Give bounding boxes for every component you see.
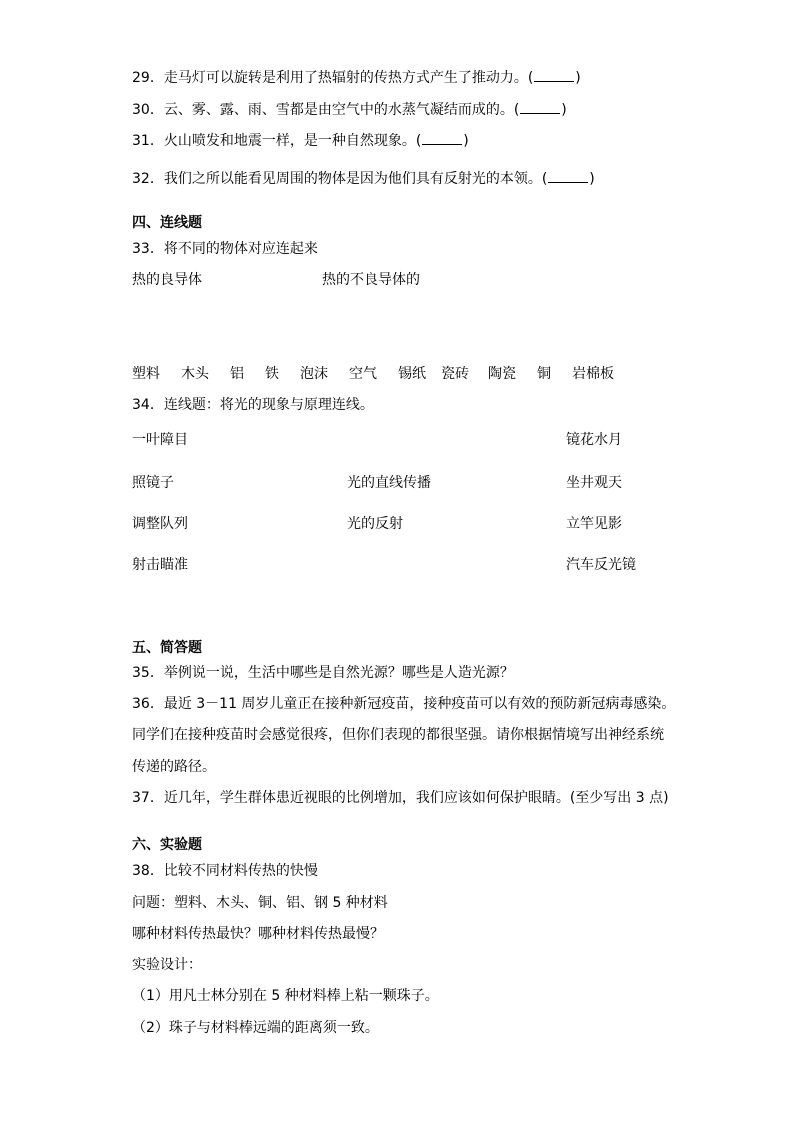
answer-blank[interactable] [534, 68, 574, 82]
label-good-conductor: 热的良导体 [132, 272, 202, 288]
material-item[interactable]: 泡沫 [300, 366, 328, 382]
question-33: 33．将不同的物体对应连起来 [132, 241, 318, 257]
question-34: 34．连线题：将光的现象与原理连线。 [132, 397, 374, 413]
experiment-step-2: （2）珠子与材料棒远端的距离须一致。 [132, 1020, 379, 1036]
answer-blank[interactable] [520, 100, 560, 114]
experiment-question: 哪种材料传热最快？哪种材料传热最慢？ [132, 926, 384, 942]
experiment-design-label: 实验设计： [132, 957, 202, 973]
material-item[interactable]: 瓷砖 [441, 366, 469, 382]
question-35: 35．举例说一说，生活中哪些是自然光源？哪些是人造光源？ [132, 665, 514, 681]
phenomenon-left[interactable]: 一叶障目 [132, 432, 188, 448]
experiment-problem: 问题：塑料、木头、铜、铝、钢 5 种材料 [132, 895, 388, 911]
section-heading-short-answer: 五、简答题 [132, 640, 202, 656]
material-item[interactable]: 塑料 [132, 366, 160, 382]
question-29 [132, 68, 581, 85]
material-item[interactable]: 锡纸 [398, 366, 426, 382]
question-32 [132, 169, 595, 186]
question-37: 37．近几年，学生群体患近视眼的比例增加，我们应该如何保护眼睛。(至少写出 3 点) [132, 790, 669, 806]
experiment-step-1: （1）用凡士林分别在 5 种材料棒上粘一颗珠子。 [132, 988, 439, 1004]
section-heading-matching: 四、连线题 [132, 215, 202, 231]
phenomenon-right[interactable]: 立竿见影 [566, 516, 622, 532]
question-31 [132, 131, 469, 148]
label-poor-conductor: 热的不良导体的 [322, 272, 420, 288]
question-38: 38．比较不同材料传热的快慢 [132, 863, 318, 879]
question-36-line2: 同学们在接种疫苗时会感觉很疼，但你们表现的都很坚强。请你根据情境写出神经系统 [132, 727, 664, 743]
principle-middle[interactable]: 光的反射 [347, 516, 403, 532]
phenomenon-right[interactable]: 镜花水月 [566, 432, 622, 448]
close-paren: ) [463, 133, 469, 149]
question-30-text: 30．云、雾、露、雨、雪都是由空气中的水蒸气凝结而成的。( [132, 102, 520, 118]
phenomenon-right[interactable]: 坐井观天 [566, 475, 622, 491]
material-item[interactable]: 铁 [265, 366, 279, 382]
material-item[interactable]: 岩棉板 [572, 366, 614, 382]
question-32-text: 32．我们之所以能看见周围的物体是因为他们具有反射光的本领。( [132, 171, 548, 187]
phenomenon-left[interactable]: 射击瞄准 [132, 557, 188, 573]
section-heading-experiment: 六、实验题 [132, 837, 202, 853]
material-item[interactable]: 铝 [230, 366, 244, 382]
question-30 [132, 100, 567, 117]
material-item[interactable]: 铜 [537, 366, 551, 382]
close-paren: ) [589, 171, 595, 187]
phenomenon-right[interactable]: 汽车反光镜 [566, 557, 636, 573]
material-item[interactable]: 木头 [181, 366, 209, 382]
phenomenon-left[interactable]: 照镜子 [132, 475, 174, 491]
answer-blank[interactable] [548, 169, 588, 183]
answer-blank[interactable] [422, 131, 462, 145]
principle-middle[interactable]: 光的直线传播 [347, 475, 431, 491]
phenomenon-left[interactable]: 调整队列 [132, 516, 188, 532]
question-36-line1: 36．最近 3－11 周岁儿童正在接种新冠疫苗，接种疫苗可以有效的预防新冠病毒感染。 [132, 696, 676, 712]
question-31-text: 31．火山喷发和地震一样，是一种自然现象。( [132, 133, 422, 149]
question-29-text: 29．走马灯可以旋转是利用了热辐射的传热方式产生了推动力。( [132, 70, 534, 86]
close-paren: ) [575, 70, 581, 86]
material-item[interactable]: 空气 [349, 366, 377, 382]
question-36-line3: 传递的路径。 [132, 759, 216, 775]
close-paren: ) [561, 102, 567, 118]
material-item[interactable]: 陶瓷 [488, 366, 516, 382]
